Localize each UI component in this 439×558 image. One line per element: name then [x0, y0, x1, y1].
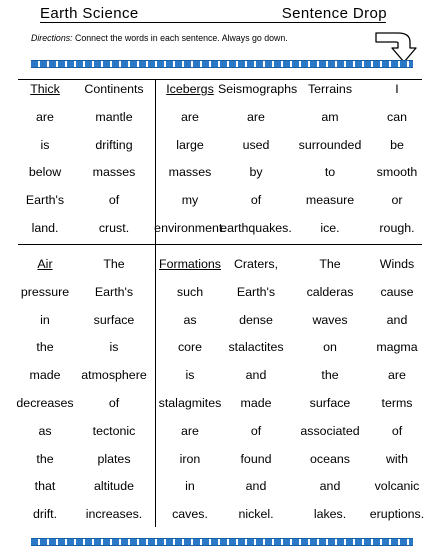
directions [31, 33, 288, 43]
word-cell: masses [92, 165, 136, 180]
word-cell: dense [239, 312, 273, 327]
word-cell: Winds [379, 257, 415, 271]
word-cell: that [34, 479, 56, 494]
word-cell: decreases [16, 396, 74, 410]
word-cell: my [181, 193, 199, 208]
word-cell: is [40, 137, 50, 152]
table-top-rule [18, 79, 422, 80]
decorative-band-bottom [31, 538, 413, 546]
word-cell: rough. [379, 221, 415, 235]
word-cell: Continents [84, 82, 144, 96]
word-cell: atmosphere [81, 368, 147, 383]
word-cell: cause [380, 284, 414, 299]
word-cell: tectonic [92, 423, 136, 438]
word-cell: associated [300, 423, 360, 438]
word-cell: Icebergs [166, 82, 214, 96]
word-cell: calderas [306, 284, 354, 299]
title-underline [40, 22, 386, 23]
word-cell: waves [312, 312, 348, 327]
word-cell: Earth's [94, 284, 134, 299]
word-cell: and [319, 479, 341, 494]
word-cell: Craters, [233, 257, 279, 271]
directions-text: Connect the words in each sentence. Always go down. [75, 33, 288, 43]
word-cell: can [387, 109, 407, 124]
word-cell: found [240, 451, 272, 466]
worksheet-title: Earth Science [40, 5, 139, 22]
word-cell: with [385, 451, 409, 466]
word-cell: iron [179, 451, 201, 466]
word-cell: plates [97, 451, 131, 466]
word-cell: masses [168, 165, 212, 180]
word-cell: the [321, 368, 339, 383]
word-cell: by [249, 165, 263, 180]
word-cell: The [103, 257, 125, 271]
word-cell: of [108, 396, 120, 410]
word-cell: as [38, 423, 52, 438]
decorative-band-top [31, 60, 413, 68]
word-cell: as [183, 312, 197, 327]
word-cell: smooth [376, 165, 418, 180]
word-cell: in [185, 479, 195, 494]
word-cell: are [181, 109, 199, 124]
word-cell: Formations [159, 257, 221, 271]
word-cell: are [247, 109, 265, 124]
word-cell: of [250, 193, 262, 208]
word-cell: the [36, 451, 54, 466]
word-cell: earthquakes. [220, 221, 292, 235]
word-cell: Thick [30, 82, 60, 96]
word-cell: Earth's [236, 284, 276, 299]
word-cell: of [108, 193, 120, 208]
word-cell: magma [376, 340, 418, 355]
word-cell: are [181, 423, 199, 438]
word-cell: and [245, 479, 267, 494]
word-cell: below [28, 165, 62, 180]
word-cell: in [40, 312, 50, 327]
word-cell: Air [37, 257, 53, 271]
word-cell: core [177, 340, 203, 355]
word-cell: altitude [94, 479, 134, 494]
word-cell: I [395, 82, 399, 96]
word-cell: land. [31, 221, 59, 235]
word-cell: environment. [154, 221, 226, 235]
word-cell: mantle [95, 109, 133, 124]
word-cell: on [323, 340, 337, 355]
word-cell: drifting [95, 137, 133, 152]
worksheet-subtitle: Sentence Drop [281, 5, 387, 22]
directions-label: Directions: [31, 33, 73, 43]
word-cell: made [240, 396, 272, 410]
word-cell: is [109, 340, 119, 355]
word-cell: pressure [20, 284, 70, 299]
word-cell: volcanic [374, 479, 420, 494]
word-cell: stalagmites [158, 396, 222, 410]
word-cell: of [250, 423, 262, 438]
word-cell: such [176, 284, 204, 299]
word-cell: terms [381, 396, 413, 410]
word-cell: oceans [310, 451, 350, 466]
word-cell: used [242, 137, 270, 152]
word-cell: large [176, 137, 204, 152]
word-cell: are [36, 109, 54, 124]
word-cell: stalactites [228, 340, 284, 355]
curved-down-arrow-icon [374, 30, 418, 64]
word-cell: crust. [98, 221, 130, 235]
word-cell: eruptions. [369, 507, 425, 522]
word-cell: nickel. [238, 507, 274, 522]
word-cell: surface [309, 396, 351, 410]
word-cell: lakes. [313, 507, 347, 522]
word-cell: measure [305, 193, 355, 208]
word-cell: Seismographs [218, 82, 298, 96]
word-cell: are [388, 368, 406, 383]
word-cell: is [185, 368, 195, 383]
word-cell: or [391, 193, 403, 208]
word-cell: increases. [85, 507, 143, 522]
word-cell: the [36, 340, 54, 355]
word-cell: of [391, 423, 403, 438]
word-cell: drift. [32, 507, 58, 522]
word-cell: and [386, 312, 408, 327]
word-cell: The [319, 257, 341, 271]
word-cell: and [245, 368, 267, 383]
word-cell: be [390, 137, 404, 152]
word-cell: made [29, 368, 61, 383]
section-divider [18, 244, 422, 245]
word-cell: surrounded [298, 137, 362, 152]
word-cell: Earth's [25, 193, 65, 208]
word-cell: caves. [172, 507, 208, 522]
word-cell: surface [93, 312, 135, 327]
word-cell: am [321, 109, 339, 124]
word-cell: Terrains [307, 82, 353, 96]
word-cell: ice. [320, 221, 340, 235]
word-cell: to [324, 165, 336, 180]
